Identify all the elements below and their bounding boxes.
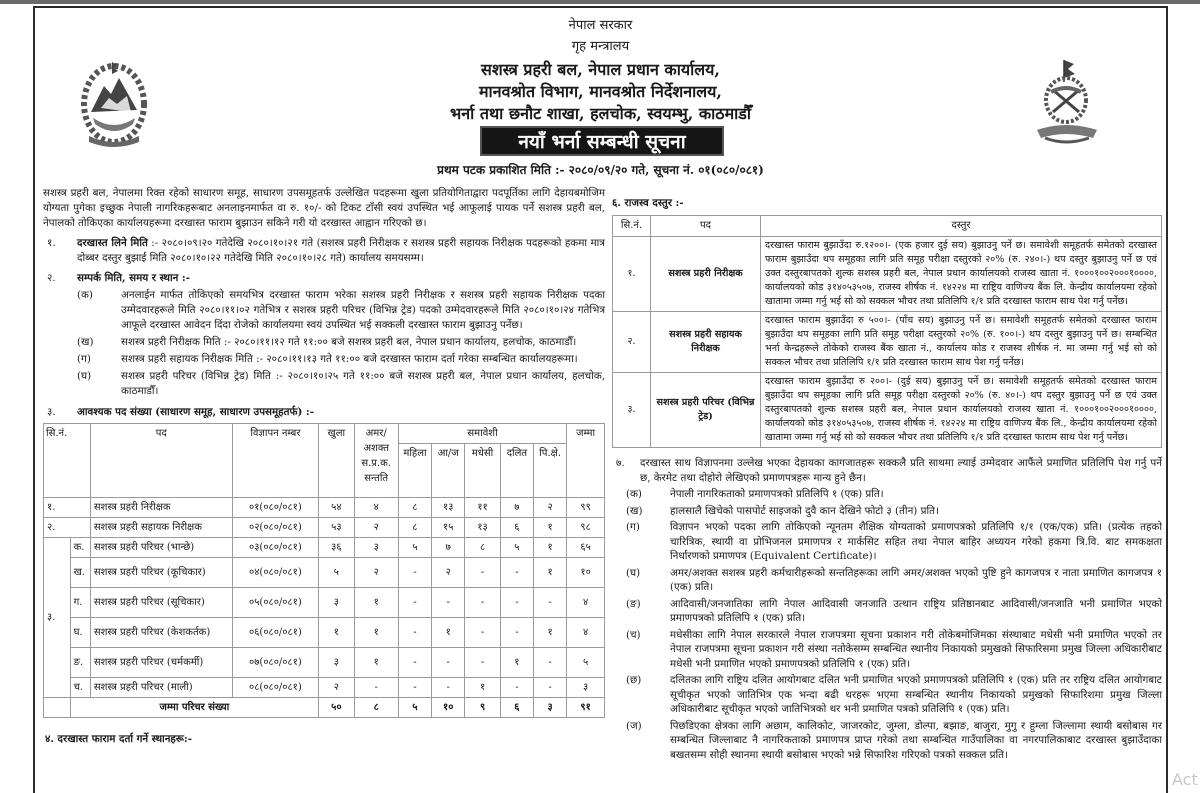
col-sn: सि.नं.: [44, 424, 91, 498]
cell-open: १: [319, 618, 354, 648]
cell-madhesi: -: [465, 618, 500, 648]
section-application-locations: ४. दरखास्त फाराम दर्ता गर्ने स्थानहरू:-: [45, 733, 192, 745]
cell-total: ३: [567, 678, 605, 698]
cell-total: ९१: [567, 698, 605, 718]
item-key: (क): [626, 488, 642, 500]
cell-dalit: -: [500, 588, 533, 618]
col-post: पद: [90, 424, 232, 498]
cell-backward: -: [534, 648, 567, 678]
section-label: दरखास्त लिने मिति: [77, 237, 148, 249]
table-row: [44, 648, 605, 678]
cell-aj: -: [432, 648, 465, 678]
cell-sn: ३.: [613, 373, 651, 448]
posts-table: [43, 423, 605, 718]
document-item: [612, 520, 1162, 564]
cell-ad-no: ०२(०८०/०८१): [232, 518, 318, 538]
cell-aj: ७: [432, 538, 465, 558]
cell-martyr: १: [354, 588, 398, 618]
item-text: पिछडिएका क्षेत्रका लागि अछाम, कालिकोट, जाजरकोट, जुम्ला, डोल्पा, बझाङ, बाजुरा, मुगु र हुम्ला जिल्लामा स्थायी बसोबास गर सम्बन्धित जिल्लाबाट नै नागरिकताको प्रमाणपत्र प्राप्त गरेको तथा सम्बन्धित गाउँपालिका वा नगरपालिकाबाट दरखास्त बुझाउँदाका बखतसम्म सोही स्थानमा स्थायी बसोबास भएको भन्ने सिफारिश गरिएको पत्रको सक्कल प्रति।: [670, 719, 1162, 761]
cell-backward: -: [534, 678, 567, 698]
col-fee: दस्तुर: [761, 215, 1162, 237]
cell-fee: दरखास्त फाराम बुझाउँदा रु.१२००।- (एक हजार दुई सय) बुझाउनु पर्ने छ। समावेशी समूहतर्फ समेतको दरखास्त फाराम बुझाउँदा थप समूहका लागि प्रति समूह परीक्षा दस्तुरको २०% (रु. २४०।-) थप दस्तुर बुझाउनु पर्ने छ एवं उक्त दस्तुरबापतको शुल्क सशस्त्र प्रहरी बल, नेपाल प्रधान कार्यालयको राजस्व खाता नं. १०००१००२०००१००००, कार्यालयको कोड ३१४०५३५०७, राजस्व शीर्षक नं. १४२२४ मा राष्ट्रिय वाणिज्य बैंक लि. केन्द्रीय कार्यालयमा रहेको खातामा जम्मा गर्नु भई सो को सक्कल भौचर तथा प्रतिलिपि १/१ प्रति दरखास्त फाराम साथ पेश गर्नु पर्नेछ।: [761, 237, 1162, 312]
cell-madhesi: १३: [465, 518, 500, 538]
cell-backward: १: [534, 558, 567, 588]
cell-sn: १.: [613, 237, 651, 312]
contact-item: [43, 352, 605, 367]
cell-dalit: -: [500, 558, 533, 588]
cell-sn: ३.: [44, 538, 71, 698]
cell-women: -: [398, 648, 431, 678]
cell-martyr: १: [354, 648, 398, 678]
cell-post: सशस्त्र प्रहरी सहायक निरीक्षक: [651, 312, 761, 373]
cell-fee: दरखास्त फाराम बुझाउँदा रु ५००।- (पाँच सय) बुझाउनु पर्ने छ। समावेशी समूहतर्फ समेतको दरखास्त फाराम बुझाउँदा थप समूहका लागि प्रति समूह परीक्षा दस्तुरको २०% (रु. १००।-) थप दस्तुर बुझाउनु पर्ने छ। सम्बन्धित भर्ना केन्द्रहरूले तोकेको राजस्व बैंक खाता नं., कार्यालय कोड र राजस्व शीर्षक नं. मा जम्मा गर्नु भई सो को सक्कल भौचर तथा प्रतिलिपि १/१ प्रति दरखास्त फाराम साथ पेश गर्नु पर्नेछ।: [761, 312, 1162, 373]
item-text: सशस्त्र प्रहरी निरीक्षक मिति :- २०८०।११।१२ गते ११:०० बजे सशस्त्र प्रहरी बल, नेपाल प्रधान कार्यालय, हलचोक, काठमाडौँ।: [121, 336, 577, 348]
cell-post: सशस्त्र प्रहरी परिचर (सूचिकार): [90, 588, 232, 618]
cell-total: ९९: [567, 498, 605, 518]
document-item: [612, 504, 1162, 519]
cell-total: ५: [567, 648, 605, 678]
cell-madhesi: ११: [465, 498, 500, 518]
col-women: महिला: [398, 444, 431, 498]
cell-martyr: ८: [354, 698, 398, 718]
cell-open: ५: [319, 558, 354, 588]
cell-open: ५०: [319, 698, 354, 718]
cell-sn: १.: [44, 498, 91, 518]
cell-madhesi: -: [465, 558, 500, 588]
section-label: आवश्यक पद संख्या (साधारण समूह, साधारण उपसमूहतर्फ) :-: [77, 406, 314, 418]
col-open: खुला: [319, 424, 354, 498]
header-office: सशस्त्र प्रहरी बल, नेपाल प्रधान कार्यालय,: [481, 60, 720, 79]
cell-open: ५४: [319, 498, 354, 518]
cell-women: ५: [398, 698, 431, 718]
cell-total: ४: [567, 618, 605, 648]
header-ministry: गृह मन्त्रालय: [571, 39, 630, 54]
cell-backward: १: [534, 538, 567, 558]
item-key: (ग): [626, 521, 640, 533]
cell-backward: २: [534, 498, 567, 518]
cell-backward: १: [534, 518, 567, 538]
section-text: दरखास्त साथ विज्ञापनमा उल्लेख भएका देहायका कागजातहरू सक्कलै प्रति साथमा ल्याई उम्मेदवार आफैंले प्रमाणित प्रतिलिपि पेश गर्नु पर्ने छ, केरमेट तथा दोहोरो लेखिएको प्रमाणपत्रहरू मान्य हुने छैन।: [640, 457, 1162, 484]
cell-post: सशस्त्र प्रहरी परिचर (केशकर्तक): [90, 618, 232, 648]
fees-table: [612, 215, 1162, 449]
cell-total: ९८: [567, 518, 605, 538]
col-post: पद: [651, 215, 761, 237]
section-number: ७.: [616, 457, 625, 469]
table-row: [44, 518, 605, 538]
table-row: [44, 618, 605, 648]
item-key: (क): [77, 289, 93, 301]
cell-post: सशस्त्र प्रहरी परिचर (विभिन्न ट्रेड): [651, 373, 761, 448]
item-key: (ज): [626, 719, 642, 732]
table-row: [613, 373, 1162, 448]
cell-total: ४: [567, 588, 605, 618]
item-key: (ङ): [626, 597, 641, 610]
table-total-row: [44, 698, 605, 718]
cell-martyr: ४: [354, 498, 398, 518]
cell-open: ३: [319, 648, 354, 678]
cell-ad-no: ०३(०८०/०८१): [232, 538, 318, 558]
cell-aj: १५: [432, 518, 465, 538]
cell-martyr: ३: [354, 538, 398, 558]
cell-martyr: १: [354, 618, 398, 648]
item-text: आदिवासी/जनजातिका लागि नेपाल आदिवासी जनजाति उत्थान राष्ट्रिय प्रतिष्ठानबाट आदिवासी/जनजाति भनी प्रमाणित भएको प्रमाणपत्रको प्रतिलिपि १ (एक) प्रति।: [670, 597, 1162, 624]
cell-women: ८: [398, 498, 431, 518]
armed-police-force-emblem-icon: [1031, 58, 1103, 148]
cell-sn: २.: [613, 312, 651, 373]
item-key: (च): [626, 628, 641, 641]
table-row: [44, 558, 605, 588]
cell-open: ३६: [319, 538, 354, 558]
cell-sub: ख.: [70, 558, 90, 588]
cell-empty: [44, 698, 71, 718]
item-key: (घ): [626, 566, 641, 579]
item-key: (छ): [626, 674, 642, 686]
cell-post: सशस्त्र प्रहरी परिचर (भान्छे): [90, 538, 232, 558]
item-text: सशस्त्र प्रहरी परिचर (विभिन्न ट्रेड) मिति :- २०८०।१०।२५ गते ११:०० बजे सशस्त्र प्रहरी बल, नेपाल प्रधान कार्यालय, हलचोक, काठमाडौँ।: [121, 370, 605, 397]
item-text: हालसालै खिचेको पासपोर्ट साइजको दुवै कान देखिने फोटो ३ (तीन) प्रति।: [670, 504, 939, 517]
cell-total: १०: [567, 558, 605, 588]
cell-ad-no: ०४(०८०/०८१): [232, 558, 318, 588]
cell-women: ८: [398, 518, 431, 538]
cell-dalit: ६: [500, 518, 533, 538]
cell-ad-no: ०७(०८०/०८१): [232, 648, 318, 678]
table-row: [44, 588, 605, 618]
item-key: (ख): [77, 336, 94, 348]
cell-open: २: [319, 678, 354, 698]
col-inclusive: समावेशी: [398, 424, 566, 444]
document-item: [612, 487, 1162, 502]
cell-open: ३: [319, 588, 354, 618]
cell-women: -: [398, 558, 431, 588]
cell-dalit: १: [500, 648, 533, 678]
cell-aj: १: [432, 618, 465, 648]
document-item: [612, 566, 1162, 595]
notice-document: [33, 6, 1168, 793]
col-madhesi: मधेसी: [465, 444, 500, 498]
col-backward: पि.क्षे.: [534, 444, 567, 498]
header-branch: भर्ना तथा छनौट शाखा, हलचोक, स्वयम्भु, काठमाडौँ: [450, 104, 751, 123]
cell-sub: ग.: [70, 588, 90, 618]
cell-martyr: -: [354, 678, 398, 698]
col-dalit: दलित: [500, 444, 533, 498]
cell-aj: १३: [432, 498, 465, 518]
section-posts: [43, 405, 605, 420]
table-row: [613, 237, 1162, 312]
cell-women: -: [398, 588, 431, 618]
cell-ad-no: ०८(०८०/०८१): [232, 678, 318, 698]
section-label: सम्पर्क मिति, समय र स्थान :-: [77, 272, 191, 284]
cell-post: सशस्त्र प्रहरी परिचर (कूचिकार): [90, 558, 232, 588]
cell-sub: ङ.: [70, 648, 90, 678]
cell-dalit: ५: [500, 538, 533, 558]
section-revenue-fee: ६. राजस्व दस्तुर :-: [612, 197, 684, 209]
document-item: [612, 673, 1162, 717]
documents-intro: [612, 456, 1162, 485]
section-number: १.: [47, 237, 56, 249]
document-item: [612, 719, 1162, 763]
publication-line: प्रथम पटक प्रकाशित मिति :- २०८०/०९/२० गते, सूचना नं. ०१(०८०/०८१): [437, 163, 764, 177]
section-application-date: [43, 236, 605, 266]
item-text: अमर/अशक्त सशस्त्र प्रहरी कर्मचारीहरूको सन्ततिहरूका लागि अमर/अशक्त भएको पुष्टि हुने कागजपत्र र नाता प्रमाणित कागजपत्र १ (एक) प्रति।: [670, 566, 1162, 593]
cell-martyr: २: [354, 558, 398, 588]
cell-madhesi: -: [465, 588, 500, 618]
cell-total: ६५: [567, 538, 605, 558]
document-item: [612, 628, 1162, 672]
cell-ad-no: ०१(०८०/०८१): [232, 498, 318, 518]
col-aj: आ/ज: [432, 444, 465, 498]
item-text: दलितका लागि राष्ट्रिय दलित आयोगबाट दलित भनी प्रमाणित भएको प्रमाणपत्रको प्रतिलिपि १ (एक) प्रति तर राष्ट्रिय दलित आयोगबाट सूचीकृत भएको जातिभित्र एक भन्दा बढी थरहरू भएमा सम्बन्धित स्थानीय निकायको प्रमुखको सिफारिशमा प्रमुख जिल्ला अधिकारीबाट सूचीकृत भएको जातिभित्रको थर भनी प्रमाणित पत्रको प्रतिलिपि १ (एक) प्रति।: [670, 674, 1162, 715]
col-total: जम्मा: [567, 424, 605, 498]
table-row: [44, 498, 605, 518]
cell-backward: ३: [534, 698, 567, 718]
section-contact: [43, 271, 605, 286]
notice-header: [35, 8, 1166, 186]
cell-aj: २: [432, 558, 465, 588]
table-row: [44, 538, 605, 558]
item-text: अनलाईन मार्फत तोकिएको समयभित्र दरखास्त फाराम भरेका सशस्त्र प्रहरी निरीक्षक र सशस्त्र प्रहरी सहायक निरीक्षक पदका उम्मेदवारहरूले मिति २०८०।११।०२ गतेभित्र र सशस्त्र प्रहरी परिचर (विभिन्न ट्रेड) पदको उम्मेदवारहरूले मिति २०८०।१०।२४ गतेभित्र आफूले दरखास्त आवेदन दिंदा रोजेको कार्यालयमा स्वयं उपस्थित भई सक्कली दरखास्त फाराम बुझाउनु पर्नेछ।: [121, 289, 605, 331]
cell-sub: क.: [70, 538, 90, 558]
cell-dalit: ६: [500, 698, 533, 718]
section-documents: [612, 456, 1162, 762]
top-edge-bar: [0, 0, 1200, 4]
col-ad-no: विज्ञापन नम्बर: [232, 424, 318, 498]
cell-post: सशस्त्र प्रहरी सहायक निरीक्षक: [90, 518, 232, 538]
cell-open: ५३: [319, 518, 354, 538]
header-government: नेपाल सरकार: [568, 18, 633, 33]
cell-ad-no: ०६(०८०/०८१): [232, 618, 318, 648]
cell-sn: २.: [44, 518, 91, 538]
cell-women: ५: [398, 538, 431, 558]
item-key: (ग): [77, 353, 91, 365]
contact-item: [43, 369, 605, 399]
left-column: [43, 186, 605, 751]
cell-dalit: -: [500, 618, 533, 648]
section-text: :- २०८०।०९।२० गतेदेखि २०८०।१०।२१ गते (सशस्त्र प्रहरी निरीक्षक र सशस्त्र प्रहरी सहायक निरीक्षक पदहरूको हकमा मात्र दोब्बर दस्तुर बुझाई मिति २०८०।१०।२२ गतेदेखि मिति २०८०।१०।२८ गते) कार्यालय समयसम्म।: [77, 237, 605, 264]
item-text: नेपाली नागरिकताको प्रमाणपत्रको प्रतिलिपि १ (एक) प्रति।: [670, 488, 884, 500]
item-text: विज्ञापन भएको पदका लागि तोकिएको न्यूनतम शैक्षिक योग्यताको प्रमाणपत्रको प्रतिलिपि १/१ (एक/एक) प्रति। (प्रत्येक तहको चारित्रिक, स्थायी वा प्रोभिजनल प्रमाणपत्र र मार्कसिट सहित तथा नेपाल बाहिर अध्ययन गरेको हकमा त्रि.वि. बाट समकक्षता निर्धारणको प्रमाणपत्र (Equivalent Certificate)।: [670, 521, 1162, 562]
cell-sub: घ.: [70, 618, 90, 648]
cell-post: सशस्त्र प्रहरी परिचर (चर्मकर्मी): [90, 648, 232, 678]
cell-backward: -: [534, 588, 567, 618]
cell-martyr: २: [354, 518, 398, 538]
cell-dalit: ७: [500, 498, 533, 518]
cell-fee: दरखास्त फाराम बुझाउँदा रु २००।- (दुई सय) बुझाउनु पर्ने छ। समावेशी समूहतर्फ समेतको दरखास्त फाराम बुझाउँदा थप समूहका लागि प्रति समूह परीक्षा दस्तुरको २०% (रु. ४०।-) थप दस्तुर बुझाउनु पर्ने छ एवं उक्त दस्तुरबापतको शुल्क सशस्त्र प्रहरी बल, नेपाल प्रधान कार्यालयको राजस्व खाता नं. १०००१००२०००१००००, कार्यालयको कोड ३१४०५३५०७, राजस्व शीर्षक नं. १४२२४ मा राष्ट्रिय वाणिज्य बैंक लि., केन्द्रीय कार्यालयमा रहेको खातामा जम्मा गर्नु भई सो को सक्कल भौचर तथा प्रतिलिपि १/१ प्रति दरखास्त फाराम साथ पेश गर्नु पर्नेछ।: [761, 373, 1162, 448]
header-department: मानवश्रोत विभाग, मानवश्रोत निर्देशनालय,: [478, 82, 722, 101]
item-text: मधेसीका लागि नेपाल सरकारले नेपाल राजपत्रमा सूचना प्रकाशन गरी तोकेबमोजिमका संस्थाबाट मधेसी भनी प्रमाणित भएको तर नेपाल राजपत्रमा सूचना प्रकाशन गरी संस्था नतोकेसम्म सम्बन्धित स्थानीय निकायको प्रमुखको सिफारिसमा प्रमुख जिल्ला अधिकारीबाट मधेसी भनी प्रमाणित भएको प्रमाणपत्रको प्रतिलिपि १ (एक) प्रति।: [670, 628, 1162, 670]
cell-madhesi: १: [465, 678, 500, 698]
cell-aj: -: [432, 588, 465, 618]
col-sn: सि.नं.: [613, 215, 651, 237]
cell-ad-no: ०५(०८०/०८१): [232, 588, 318, 618]
cell-women: -: [398, 678, 431, 698]
cell-sub: च.: [70, 678, 90, 698]
cell-post: सशस्त्र प्रहरी निरीक्षक: [651, 237, 761, 312]
contact-item: [43, 288, 605, 333]
item-text: सशस्त्र प्रहरी सहायक निरीक्षक मिति :- २०८०।११।१३ गते ११:०० बजे दरखास्त फाराम दर्ता गरेका सम्बन्धित कार्यालयहरूमा।: [121, 353, 578, 365]
cell-dalit: -: [500, 678, 533, 698]
cell-aj: -: [432, 678, 465, 698]
cell-aj: १०: [432, 698, 465, 718]
item-key: (ख): [626, 504, 643, 517]
table-row: [613, 312, 1162, 373]
cell-madhesi: ८: [465, 538, 500, 558]
cell-madhesi: ९: [465, 698, 500, 718]
col-martyr: अमर/ अशक्त स.प्र.क. सन्तति: [354, 424, 398, 498]
intro-paragraph: सशस्त्र प्रहरी बल, नेपालमा रिक्त रहेको साधारण समूह, साधारण उपसमूहतर्फ उल्लेखित पदहरूमा खुला प्रतियोगिताद्वारा पदपूर्तिका लागि देहायबमोजिम योग्यता पुगेका इच्छुक नेपाली नागरिकहरूबाट अनलाइनमार्फत वा रु. १०/- को टिकट टाँसी स्वयं उपस्थित भई आफूलाई पायक पर्ने सशस्त्र प्रहरी बल, नेपालको तोकिएका कार्यालयहरूमा दरखास्त फाराम बुझाउन सकिने गरी यो दरखास्त आह्वान गरिएको छ।: [43, 187, 605, 229]
item-key: (घ): [77, 370, 92, 382]
cell-backward: १: [534, 618, 567, 648]
cell-women: -: [398, 618, 431, 648]
cell-post: सशस्त्र प्रहरी परिचर (माली): [90, 678, 232, 698]
section-number: २.: [47, 272, 56, 284]
cell-madhesi: -: [465, 648, 500, 678]
section-number: ३.: [47, 406, 56, 418]
cell-post: सशस्त्र प्रहरी निरीक्षक: [90, 498, 232, 518]
activation-watermark: Act: [1172, 770, 1198, 789]
cell-total-label: जम्मा परिचर संख्या: [70, 698, 319, 718]
notice-title-banner: नयाँ भर्ना सम्बन्धी सूचना: [480, 126, 724, 156]
document-item: [612, 597, 1162, 626]
table-row: [44, 678, 605, 698]
right-column: [612, 193, 1162, 764]
contact-item: [43, 335, 605, 350]
